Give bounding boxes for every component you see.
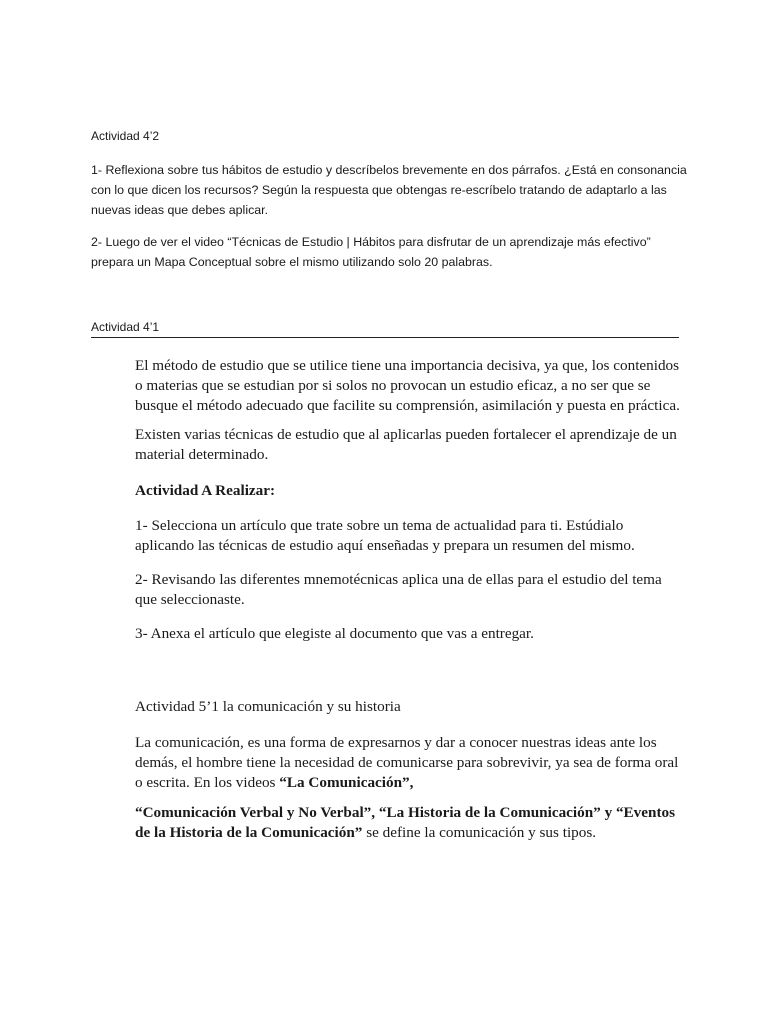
actividad-4-1-paragraph-1: El método de estudio que se utilice tiene una importancia decisiva, ya que, los contenidos o materias que se estudian por si solos no provocan un estudio eficaz, a no ser que se busque el método adecuado que facilite su comprensión, asimilación y puesta en práctica. [135,357,680,414]
actividad-4-2-item-1: 1- Reflexiona sobre tus hábitos de estudio y descríbelos brevemente en dos párrafos. ¿Está en consonancia con lo que dicen los recursos? Según la respuesta que obtengas re-escríbelo tratando de adaptarlo a las nuevas ideas que debes aplicar. [91,163,687,217]
paragraph-2-text: se define la comunicación y sus tipos. [362,824,597,841]
actividad-4-1-title: Actividad 4’1 [91,320,679,338]
actividad-4-1-step-3: 3- Anexa el artículo que elegiste al documento que vas a entregar. [135,625,534,642]
actividad-a-realizar-heading: Actividad A Realizar: [135,482,276,499]
actividad-4-1-step-2: 2- Revisando las diferentes mnemotécnicas aplica una de ellas para el estudio del tema que seleccionaste. [135,571,662,608]
actividad-4-1-step-1: 1- Selecciona un artículo que trate sobre un tema de actualidad para ti. Estúdialo aplicando las técnicas de estudio aquí enseñadas y prepara un resumen del mismo. [135,517,635,554]
actividad-5-1-paragraph-2 [135,803,680,843]
actividad-4-1-paragraph-2: Existen varias técnicas de estudio que al aplicarlas pueden fortalecer el aprendizaje de un material determinado. [135,426,677,463]
video-title-la-comunicacion: “La Comunicación”, [279,774,414,791]
actividad-4-2-item-2: 2- Luego de ver el video “Técnicas de Estudio | Hábitos para disfrutar de un aprendizaje más efectivo” prepara un Mapa Conceptual sobre el mismo utilizando solo 20 palabras. [91,235,651,269]
paragraph-1-text: La comunicación, es una forma de expresarnos y dar a conocer nuestras ideas ante los demás, el hombre tiene la necesidad de comunicarse para sobrevivir, ya sea de forma oral o escrita. En los videos [135,734,679,791]
actividad-5-1-title: Actividad 5’1 la comunicación y su historia [135,698,401,715]
video-titles-list: “Comunicación Verbal y No Verbal”, “La Historia de la Comunicación” y “Eventos de la Historia de la Comunicación” [135,804,676,841]
actividad-4-2-title: Actividad 4’2 [91,129,160,143]
actividad-5-1-paragraph-1 [135,733,680,793]
